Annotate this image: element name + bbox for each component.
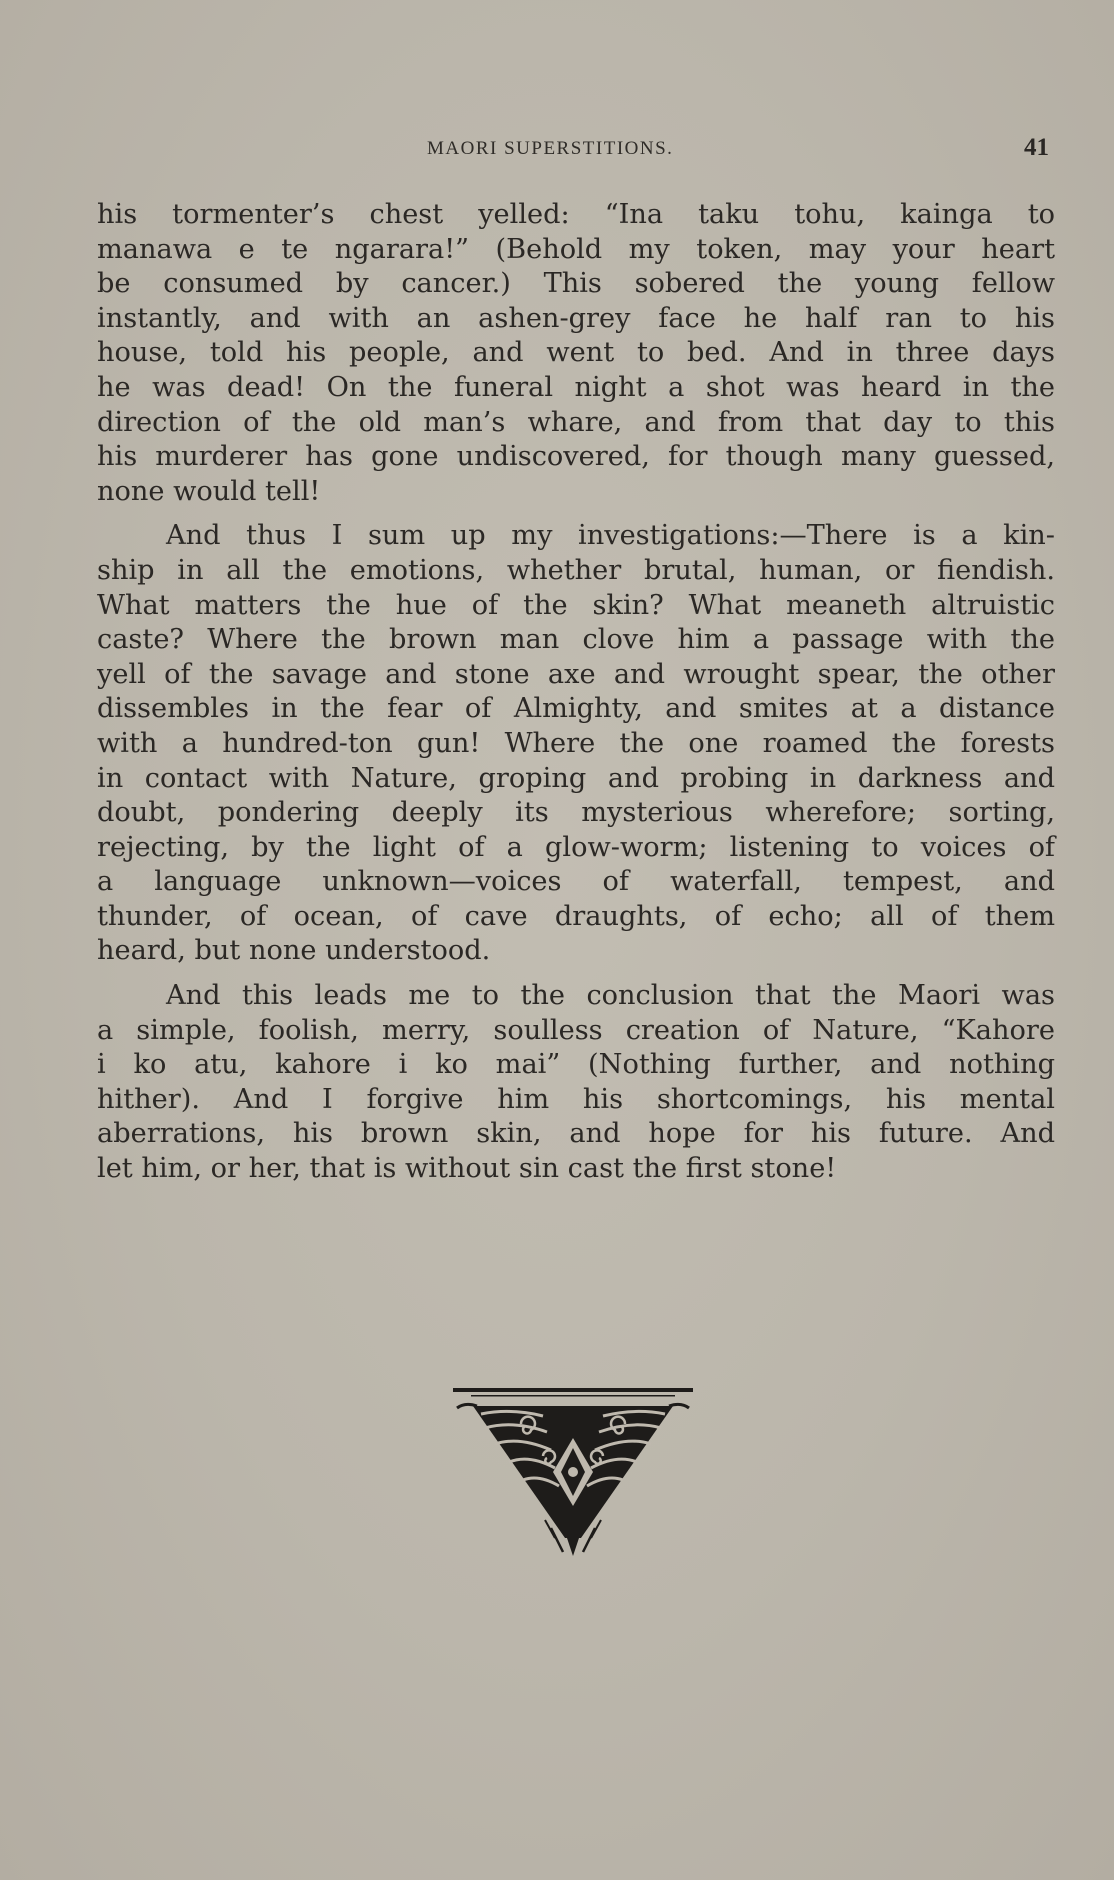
text-line: caste? Where the brown man clove him a passage with the [97,624,1055,656]
text-line: direction of the old man’s whare, and from that day to this [97,406,1055,438]
paragraph-2 [97,519,1055,969]
text-line: manawa e te ngarara!” (Behold my token, may your heart [97,233,1055,265]
text-line: yell of the savage and stone axe and wrought spear, the other [97,658,1055,690]
text-line: instantly, and with an ashen-grey face he half ran to his [97,302,1055,334]
text-line: aberrations, his brown skin, and hope for his future. And [97,1118,1055,1150]
text-line: let him, or her, that is without sin cast the first stone! [97,1153,837,1185]
running-head [0,134,1114,172]
body-text [97,198,1055,1187]
text-line: house, told his people, and went to bed. And in three days [97,337,1055,369]
text-line: thunder, of ocean, of cave draughts, of echo; all of them [97,900,1055,932]
text-line: a language unknown—voices of waterfall, tempest, and [97,866,1055,898]
page-number: 41 [1024,134,1049,161]
text-line: heard, but none understood. [97,935,491,967]
text-line: And thus I sum up my investigations:—There is a kin- [166,520,1055,552]
text-line: rejecting, by the light of a glow-worm; listening to voices of [97,831,1055,863]
text-line: he was dead! On the funeral night a shot was heard in the [97,371,1055,403]
paragraph-1 [97,198,1055,509]
text-line: And this leads me to the conclusion that the Maori was [166,980,1055,1012]
maori-carved-tailpiece-ornament-icon [451,1388,695,1558]
text-line: dissembles in the fear of Almighty, and smites at a distance [97,693,1055,725]
text-line: a simple, foolish, merry, soulless creation of Nature, “Kahore [97,1014,1055,1046]
running-title: MAORI SUPERSTITIONS. [427,138,674,159]
text-line: none would tell! [97,475,321,507]
text-line: i ko atu, kahore i ko mai” (Nothing further, and nothing [97,1049,1055,1081]
text-line: doubt, pondering deeply its mysterious wherefore; sorting, [97,797,1055,829]
text-line: What matters the hue of the skin? What meaneth altruistic [97,589,1055,621]
text-line: his murderer has gone undiscovered, for though many guessed, [97,441,1055,473]
text-line: with a hundred-ton gun! Where the one roamed the forests [97,727,1055,759]
paragraph-3 [97,979,1055,1187]
text-line: his tormenter’s chest yelled: “Ina taku tohu, kainga to [97,199,1055,230]
text-line: in contact with Nature, groping and probing in darkness and [97,762,1055,794]
text-line: hither). And I forgive him his shortcomings, his mental [97,1083,1055,1115]
text-line: ship in all the emotions, whether brutal, human, or fiendish. [97,554,1055,586]
text-line: be consumed by cancer.) This sobered the young fellow [97,268,1055,300]
